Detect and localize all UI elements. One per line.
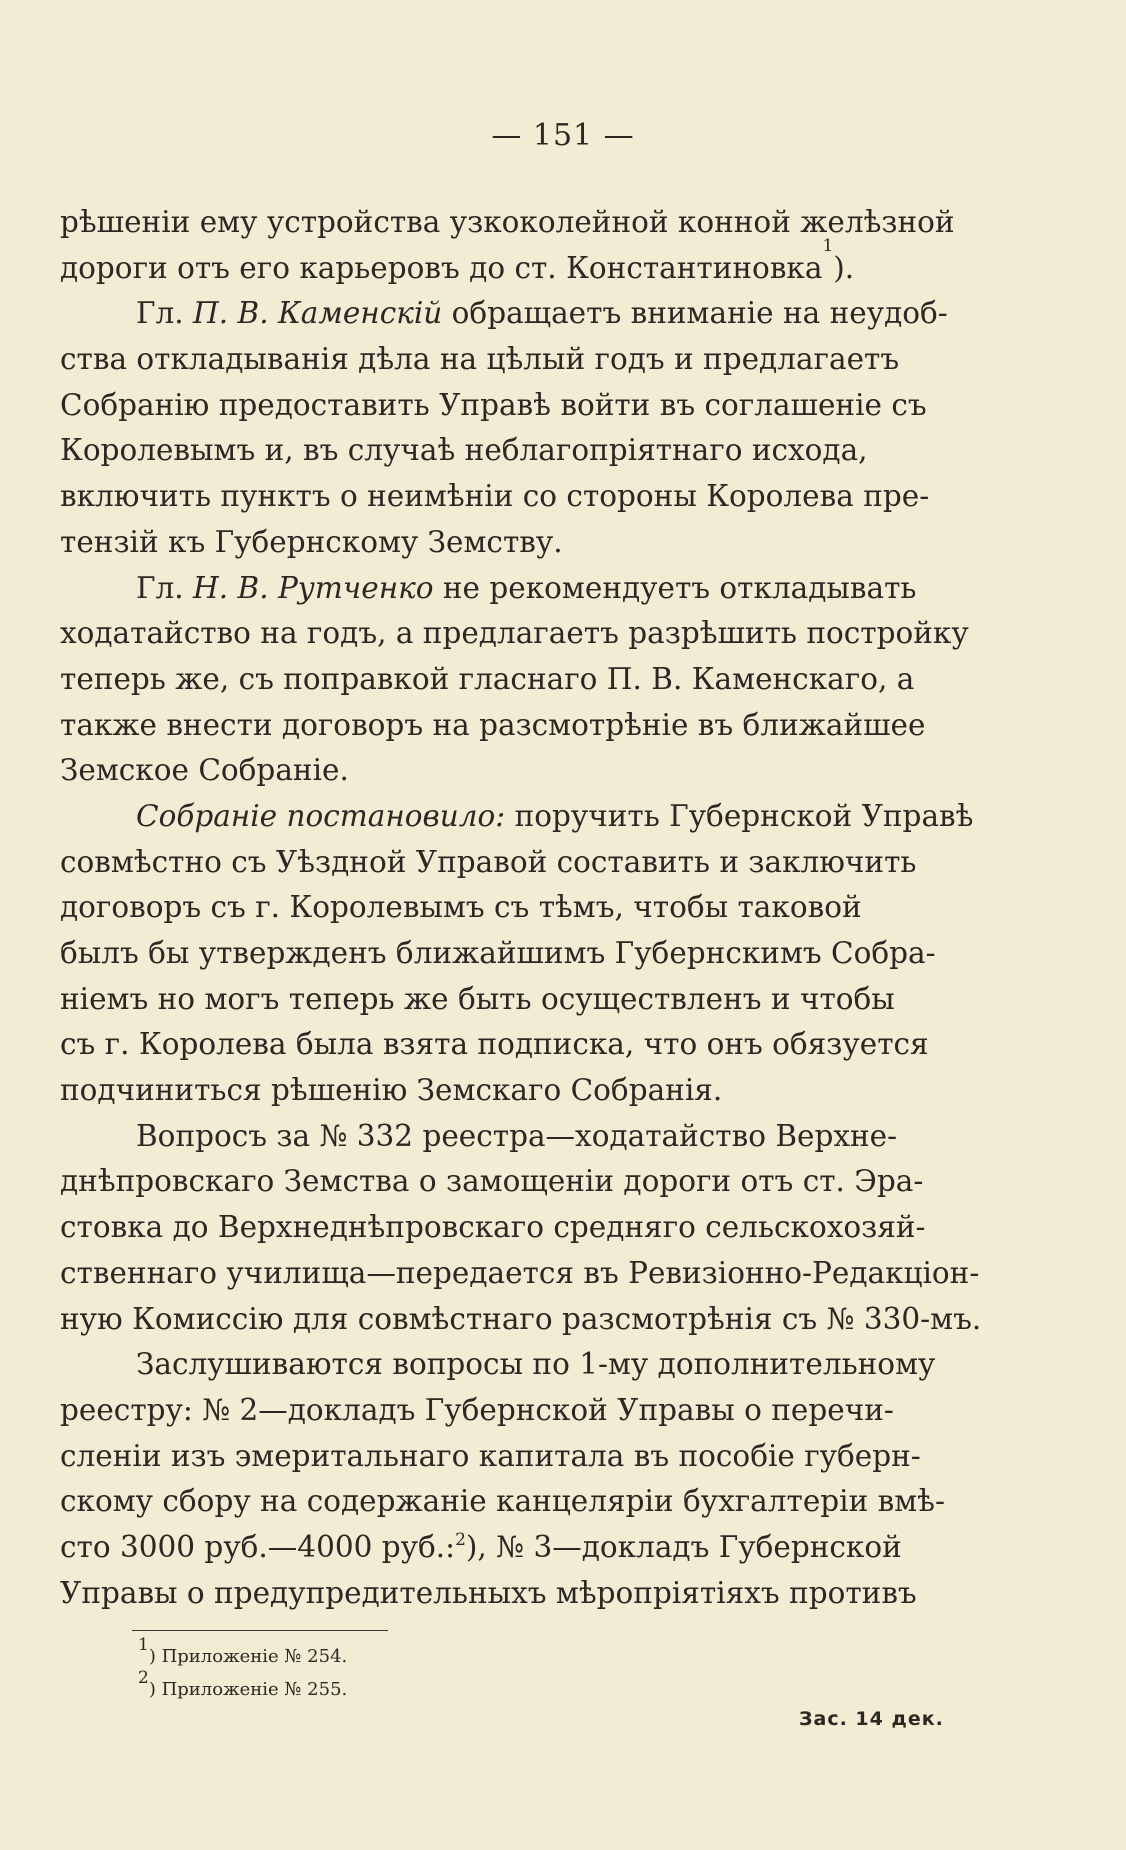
line-text: ства откладыванія дѣла на цѣлый годъ и предлагаетъ [60, 342, 900, 377]
line-text: реестру: № 2—докладъ Губернской Управы о перечи- [60, 1392, 894, 1427]
text-line [60, 931, 1017, 977]
text-line [60, 235, 1017, 292]
text-line [60, 748, 1017, 794]
text-line [60, 1297, 1017, 1343]
line-text: съ г. Королева была взята подписка, что онъ обязуется [60, 1027, 929, 1062]
text-line [60, 520, 1017, 566]
text-line [60, 1068, 1017, 1114]
line-text: Земское Собраніе. [60, 753, 349, 788]
line-text: Управы о предупредительныхъ мѣропріятіяхъ противъ [60, 1575, 917, 1610]
line-text: днѣпровскаго Земства о замощеніи дороги отъ ст. Эра- [60, 1164, 924, 1199]
line-text: сто 3000 руб.—4000 руб.: [60, 1529, 456, 1564]
line-text: Заслушиваются вопросы по 1-му дополнительному [136, 1347, 936, 1382]
footnote: $^1$) Приложеніе № 254. [138, 1635, 348, 1667]
line-text: Королевымъ и, въ случаѣ неблагопріятнаго исхода, [60, 433, 868, 468]
text-line [60, 1571, 1017, 1617]
footnotes [138, 1635, 348, 1706]
footnote-text: Приложеніе № 255. [161, 1679, 348, 1700]
line-text: также внести договоръ на разсмотрѣніе въ ближайшее [60, 707, 926, 742]
footnote-divider [132, 1630, 388, 1631]
line-text: ніемъ но могъ теперь же быть осуществленъ и чтобы [60, 981, 895, 1016]
text-line [60, 383, 1017, 429]
text-line [60, 474, 1017, 520]
text-line [60, 1251, 1017, 1297]
text-line [60, 840, 1017, 886]
footnote-mark: 2 [138, 1668, 149, 1688]
footnote: $^2$) Приложеніе № 255. [138, 1668, 348, 1700]
line-text: Гл. Н. В. Рутченко не рекомендуетъ откладывать [136, 570, 917, 605]
text-line [60, 1479, 1017, 1525]
text-line [60, 1434, 1017, 1480]
text-line [60, 885, 1017, 931]
line-text: рѣшеніи ему устройства узкоколейной конной желѣзной [60, 205, 955, 239]
text-line [60, 1114, 1017, 1160]
line-text: ственнаго училища—передается въ Ревизіонно-Редакціон- [60, 1255, 980, 1290]
line-text: былъ бы утвержденъ ближайшимъ Губернскимъ Собра- [60, 936, 936, 970]
footnote-mark: 1 [138, 1635, 149, 1655]
text-line [60, 794, 1017, 840]
line-text: Собранію предоставить Управѣ войти въ соглашеніе съ [60, 387, 927, 422]
text-line [60, 566, 1017, 612]
footnote-ref: 1 [822, 235, 834, 256]
line-text: совмѣстно съ Уѣздной Управой составить и заключить [60, 844, 917, 879]
line-text: Гл. П. В. Каменскій обращаетъ вниманіе на неудоб- [136, 296, 948, 331]
line-text: теперь же, съ поправкой гласнаго П. В. Каменскаго, а [60, 661, 915, 696]
session-mark: Зас. 14 дек. [799, 1708, 944, 1730]
line-text: скому сбору на содержаніе канцеляріи бухгалтеріи вмѣ- [60, 1484, 945, 1519]
text-line [60, 977, 1017, 1023]
line-text: сленіи изъ эмеритальнаго капитала въ пособіе губерн- [60, 1438, 921, 1473]
line-text: дороги отъ его карьеровъ до ст. Константиновка [60, 250, 823, 285]
footnote-text: Приложеніе № 254. [161, 1646, 348, 1667]
line-text: Собраніе постановило: поручить Губернской Управѣ [136, 798, 974, 833]
text-line [60, 200, 1017, 246]
text-line [60, 1388, 1017, 1434]
text-line [60, 1525, 1017, 1571]
line-text: договоръ съ г. Королевымъ съ тѣмъ, чтобы таковой [60, 890, 862, 925]
text-line [60, 611, 1017, 657]
line-text: ходатайство на годъ, а предлагаетъ разрѣшить постройку [60, 616, 969, 651]
line-text: Вопросъ за № 332 реестра—ходатайство Верхне- [136, 1118, 898, 1153]
line-text: подчиниться рѣшенію Земскаго Собранія. [60, 1073, 723, 1108]
text-line [60, 1159, 1017, 1205]
text-line [60, 1022, 1017, 1068]
text-line [60, 1342, 1017, 1388]
line-text: тензій къ Губернскому Земству. [60, 524, 563, 559]
text-body [60, 200, 1017, 1616]
line-text-tail: ). [833, 250, 855, 285]
text-line [60, 428, 1017, 474]
text-line [60, 703, 1017, 749]
page-number: — 151 — [491, 118, 635, 153]
text-line [60, 1205, 1017, 1251]
line-text: включить пунктъ о неимѣніи со стороны Королева пре- [60, 479, 930, 514]
footnote-ref: 2 [455, 1529, 466, 1550]
text-line [60, 291, 1017, 337]
text-line [60, 337, 1017, 383]
line-text: ную Комиссію для совмѣстнаго разсмотрѣнія съ № 330-мъ. [60, 1301, 982, 1336]
line-text-tail: ), № 3—докладъ Губернской [465, 1529, 902, 1564]
line-text: стовка до Верхнеднѣпровскаго средняго сельскохозяй- [60, 1210, 926, 1245]
text-line [60, 657, 1017, 703]
